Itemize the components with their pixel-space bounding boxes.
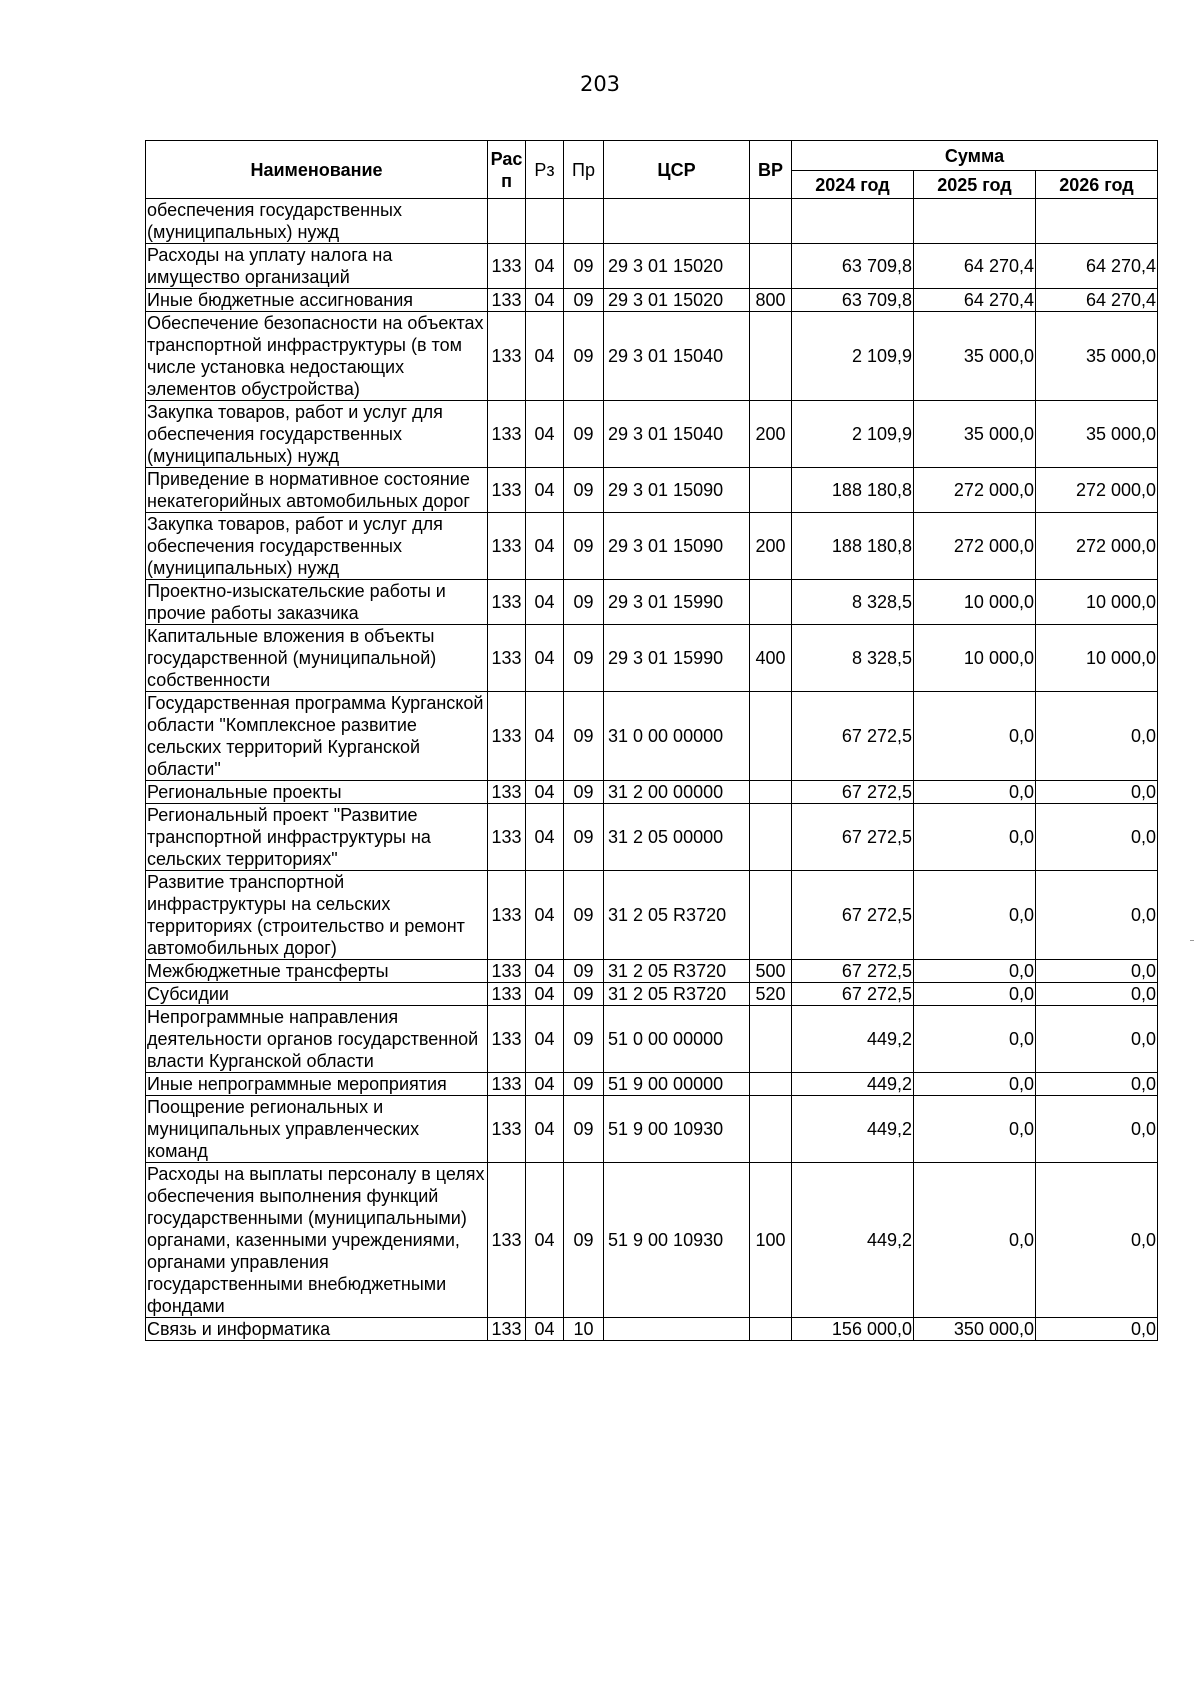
cell-rasp: 133 xyxy=(488,804,526,871)
header-csr: ЦСР xyxy=(604,141,750,199)
cell-y2024: 63 709,8 xyxy=(792,244,914,289)
cell-pr: 09 xyxy=(564,1006,604,1073)
cell-pr: 09 xyxy=(564,960,604,983)
cell-y2024: 156 000,0 xyxy=(792,1318,914,1341)
cell-rz: 04 xyxy=(526,960,564,983)
cell-csr: 51 9 00 00000 xyxy=(604,1073,750,1096)
cell-csr xyxy=(604,1318,750,1341)
cell-name: Связь и информатика xyxy=(146,1318,488,1341)
cell-y2024: 449,2 xyxy=(792,1006,914,1073)
table-row xyxy=(146,1006,1158,1073)
table-row xyxy=(146,625,1158,692)
cell-rasp: 133 xyxy=(488,1318,526,1341)
cell-y2025: 272 000,0 xyxy=(914,468,1036,513)
header-pr: Пр xyxy=(564,141,604,199)
cell-name: Межбюджетные трансферты xyxy=(146,960,488,983)
cell-y2026: 35 000,0 xyxy=(1036,401,1158,468)
table-row xyxy=(146,1096,1158,1163)
cell-rasp: 133 xyxy=(488,781,526,804)
cell-y2025: 0,0 xyxy=(914,1006,1036,1073)
cell-name: Иные бюджетные ассигнования xyxy=(146,289,488,312)
header-2026: 2026 год xyxy=(1036,171,1158,199)
cell-rz: 04 xyxy=(526,804,564,871)
cell-rasp: 133 xyxy=(488,244,526,289)
cell-csr: 29 3 01 15090 xyxy=(604,513,750,580)
cell-y2026: 0,0 xyxy=(1036,871,1158,960)
table-row xyxy=(146,1073,1158,1096)
cell-name: Государственная программа Курганской области "Комплексное развитие сельских территорий Курганской области" xyxy=(146,692,488,781)
header-vr: ВР xyxy=(750,141,792,199)
cell-pr xyxy=(564,199,604,244)
table-row xyxy=(146,468,1158,513)
cell-csr: 31 2 05 R3720 xyxy=(604,960,750,983)
cell-y2026: 0,0 xyxy=(1036,1318,1158,1341)
cell-y2026 xyxy=(1036,199,1158,244)
cell-y2026: 0,0 xyxy=(1036,1096,1158,1163)
cell-y2026: 0,0 xyxy=(1036,781,1158,804)
cell-rasp: 133 xyxy=(488,1006,526,1073)
cell-y2026: 10 000,0 xyxy=(1036,580,1158,625)
cell-rasp: 133 xyxy=(488,1163,526,1318)
table-row xyxy=(146,1163,1158,1318)
header-rz: Рз xyxy=(526,141,564,199)
cell-rz: 04 xyxy=(526,289,564,312)
header-sum: Сумма xyxy=(792,141,1158,171)
cell-name: Приведение в нормативное состояние некатегорийных автомобильных дорог xyxy=(146,468,488,513)
cell-rasp: 133 xyxy=(488,1073,526,1096)
cell-pr: 09 xyxy=(564,871,604,960)
cell-vr: 200 xyxy=(750,401,792,468)
cell-rz: 04 xyxy=(526,513,564,580)
cell-rasp: 133 xyxy=(488,468,526,513)
header-rasp: Рас п xyxy=(488,141,526,199)
cell-csr: 31 2 00 00000 xyxy=(604,781,750,804)
cell-csr: 31 2 05 R3720 xyxy=(604,983,750,1006)
cell-csr: 29 3 01 15990 xyxy=(604,625,750,692)
cell-y2024: 67 272,5 xyxy=(792,871,914,960)
cell-rasp: 133 xyxy=(488,289,526,312)
cell-rz: 04 xyxy=(526,871,564,960)
cell-name: Расходы на уплату налога на имущество организаций xyxy=(146,244,488,289)
cell-y2024: 449,2 xyxy=(792,1073,914,1096)
cell-name: Региональный проект "Развитие транспортной инфраструктуры на сельских территориях" xyxy=(146,804,488,871)
table-row xyxy=(146,871,1158,960)
cell-y2025: 0,0 xyxy=(914,692,1036,781)
cell-y2025: 0,0 xyxy=(914,1163,1036,1318)
cell-pr: 09 xyxy=(564,1096,604,1163)
cell-name: обеспечения государственных (муниципальных) нужд xyxy=(146,199,488,244)
cell-y2026: 10 000,0 xyxy=(1036,625,1158,692)
cell-name: Капитальные вложения в объекты государственной (муниципальной) собственности xyxy=(146,625,488,692)
cell-y2024: 449,2 xyxy=(792,1096,914,1163)
cell-pr: 10 xyxy=(564,1318,604,1341)
cell-y2024: 67 272,5 xyxy=(792,804,914,871)
cell-rasp: 133 xyxy=(488,1096,526,1163)
cell-y2025: 35 000,0 xyxy=(914,312,1036,401)
cell-y2026: 272 000,0 xyxy=(1036,513,1158,580)
cell-y2026: 0,0 xyxy=(1036,1073,1158,1096)
cell-rasp: 133 xyxy=(488,983,526,1006)
cell-rz: 04 xyxy=(526,401,564,468)
cell-rz: 04 xyxy=(526,468,564,513)
cell-rz: 04 xyxy=(526,983,564,1006)
cell-name: Региональные проекты xyxy=(146,781,488,804)
table-row xyxy=(146,401,1158,468)
cell-rasp: 133 xyxy=(488,580,526,625)
cell-y2025 xyxy=(914,199,1036,244)
cell-vr: 400 xyxy=(750,625,792,692)
cell-name: Закупка товаров, работ и услуг для обеспечения государственных (муниципальных) нужд xyxy=(146,513,488,580)
cell-vr: 200 xyxy=(750,513,792,580)
cell-csr: 31 2 05 R3720 xyxy=(604,871,750,960)
cell-y2024: 67 272,5 xyxy=(792,983,914,1006)
cell-vr xyxy=(750,871,792,960)
cell-y2025: 0,0 xyxy=(914,1096,1036,1163)
cell-y2024: 2 109,9 xyxy=(792,312,914,401)
cell-csr: 29 3 01 15040 xyxy=(604,312,750,401)
table-row xyxy=(146,312,1158,401)
cell-name: Непрограммные направления деятельности органов государственной власти Курганской области xyxy=(146,1006,488,1073)
table-row xyxy=(146,289,1158,312)
cell-csr: 51 9 00 10930 xyxy=(604,1163,750,1318)
cell-rz: 04 xyxy=(526,1318,564,1341)
cell-y2026: 35 000,0 xyxy=(1036,312,1158,401)
cell-rasp: 133 xyxy=(488,960,526,983)
cell-y2025: 10 000,0 xyxy=(914,625,1036,692)
cell-name: Закупка товаров, работ и услуг для обеспечения государственных (муниципальных) нужд xyxy=(146,401,488,468)
cell-vr xyxy=(750,1006,792,1073)
table-row xyxy=(146,960,1158,983)
cell-y2025: 0,0 xyxy=(914,960,1036,983)
cell-y2025: 0,0 xyxy=(914,983,1036,1006)
table-row xyxy=(146,804,1158,871)
cell-vr xyxy=(750,199,792,244)
cell-csr: 31 0 00 00000 xyxy=(604,692,750,781)
cell-y2024: 8 328,5 xyxy=(792,580,914,625)
table-row xyxy=(146,199,1158,244)
cell-rasp: 133 xyxy=(488,513,526,580)
cell-pr: 09 xyxy=(564,244,604,289)
cell-y2025: 0,0 xyxy=(914,871,1036,960)
cell-pr: 09 xyxy=(564,625,604,692)
cell-vr xyxy=(750,1318,792,1341)
cell-vr xyxy=(750,692,792,781)
cell-y2026: 64 270,4 xyxy=(1036,244,1158,289)
cell-csr xyxy=(604,199,750,244)
cell-rz: 04 xyxy=(526,1163,564,1318)
cell-y2024: 8 328,5 xyxy=(792,625,914,692)
table-row xyxy=(146,692,1158,781)
cell-rz: 04 xyxy=(526,781,564,804)
cell-pr: 09 xyxy=(564,1073,604,1096)
cell-y2025: 0,0 xyxy=(914,804,1036,871)
cell-rasp: 133 xyxy=(488,871,526,960)
cell-vr xyxy=(750,1096,792,1163)
cell-vr: 800 xyxy=(750,289,792,312)
cell-y2025: 350 000,0 xyxy=(914,1318,1036,1341)
cell-name: Развитие транспортной инфраструктуры на сельских территориях (строительство и ремонт автомобильных дорог) xyxy=(146,871,488,960)
cell-vr: 100 xyxy=(750,1163,792,1318)
cell-y2026: 0,0 xyxy=(1036,1006,1158,1073)
cell-rasp: 133 xyxy=(488,692,526,781)
cell-y2024 xyxy=(792,199,914,244)
cell-y2026: 0,0 xyxy=(1036,1163,1158,1318)
cell-y2026: 0,0 xyxy=(1036,804,1158,871)
cell-rasp xyxy=(488,199,526,244)
cell-name: Поощрение региональных и муниципальных управленческих команд xyxy=(146,1096,488,1163)
cell-y2024: 188 180,8 xyxy=(792,468,914,513)
cell-rasp: 133 xyxy=(488,312,526,401)
cell-y2026: 0,0 xyxy=(1036,960,1158,983)
cell-vr: 520 xyxy=(750,983,792,1006)
cell-name: Субсидии xyxy=(146,983,488,1006)
table-row xyxy=(146,983,1158,1006)
table-row xyxy=(146,781,1158,804)
cell-rz: 04 xyxy=(526,580,564,625)
cell-y2026: 272 000,0 xyxy=(1036,468,1158,513)
cell-pr: 09 xyxy=(564,983,604,1006)
cell-name: Обеспечение безопасности на объектах транспортной инфраструктуры (в том числе установка недостающих элементов обустройства) xyxy=(146,312,488,401)
cell-rz: 04 xyxy=(526,312,564,401)
cell-vr xyxy=(750,804,792,871)
cell-y2025: 35 000,0 xyxy=(914,401,1036,468)
cell-y2024: 67 272,5 xyxy=(792,960,914,983)
cell-pr: 09 xyxy=(564,781,604,804)
scan-mark xyxy=(1190,940,1194,941)
header-name: Наименование xyxy=(146,141,488,199)
page-number: 203 xyxy=(579,72,621,96)
cell-name: Расходы на выплаты персоналу в целях обеспечения выполнения функций государственными (муниципальными) органами, казенными учреждениями, органами управления государственными внебюджетными фондами xyxy=(146,1163,488,1318)
cell-y2024: 67 272,5 xyxy=(792,781,914,804)
cell-pr: 09 xyxy=(564,580,604,625)
cell-rz xyxy=(526,199,564,244)
cell-csr: 51 0 00 00000 xyxy=(604,1006,750,1073)
cell-y2024: 63 709,8 xyxy=(792,289,914,312)
cell-rz: 04 xyxy=(526,625,564,692)
cell-pr: 09 xyxy=(564,312,604,401)
cell-pr: 09 xyxy=(564,804,604,871)
cell-csr: 29 3 01 15090 xyxy=(604,468,750,513)
cell-y2024: 449,2 xyxy=(792,1163,914,1318)
cell-y2025: 64 270,4 xyxy=(914,244,1036,289)
cell-y2025: 272 000,0 xyxy=(914,513,1036,580)
cell-name: Проектно-изыскательские работы и прочие работы заказчика xyxy=(146,580,488,625)
cell-rz: 04 xyxy=(526,1073,564,1096)
cell-rz: 04 xyxy=(526,244,564,289)
table-row xyxy=(146,1318,1158,1341)
header-2025: 2025 год xyxy=(914,171,1036,199)
cell-csr: 29 3 01 15020 xyxy=(604,244,750,289)
cell-pr: 09 xyxy=(564,1163,604,1318)
cell-pr: 09 xyxy=(564,401,604,468)
cell-y2025: 0,0 xyxy=(914,781,1036,804)
table-body xyxy=(146,199,1158,1341)
cell-rz: 04 xyxy=(526,1096,564,1163)
cell-rz: 04 xyxy=(526,1006,564,1073)
cell-pr: 09 xyxy=(564,468,604,513)
cell-vr xyxy=(750,1073,792,1096)
cell-pr: 09 xyxy=(564,513,604,580)
cell-y2024: 67 272,5 xyxy=(792,692,914,781)
table-row xyxy=(146,580,1158,625)
cell-vr xyxy=(750,244,792,289)
cell-y2025: 10 000,0 xyxy=(914,580,1036,625)
table-row xyxy=(146,244,1158,289)
budget-table xyxy=(145,140,1158,1341)
header-2024: 2024 год xyxy=(792,171,914,199)
cell-vr: 500 xyxy=(750,960,792,983)
cell-y2026: 0,0 xyxy=(1036,692,1158,781)
cell-name: Иные непрограммные мероприятия xyxy=(146,1073,488,1096)
cell-pr: 09 xyxy=(564,692,604,781)
cell-vr xyxy=(750,312,792,401)
cell-csr: 51 9 00 10930 xyxy=(604,1096,750,1163)
cell-y2026: 64 270,4 xyxy=(1036,289,1158,312)
table-row xyxy=(146,513,1158,580)
cell-csr: 31 2 05 00000 xyxy=(604,804,750,871)
cell-rasp: 133 xyxy=(488,401,526,468)
cell-rz: 04 xyxy=(526,692,564,781)
cell-csr: 29 3 01 15990 xyxy=(604,580,750,625)
cell-rasp: 133 xyxy=(488,625,526,692)
cell-csr: 29 3 01 15040 xyxy=(604,401,750,468)
cell-y2024: 188 180,8 xyxy=(792,513,914,580)
cell-y2026: 0,0 xyxy=(1036,983,1158,1006)
cell-y2024: 2 109,9 xyxy=(792,401,914,468)
cell-y2025: 0,0 xyxy=(914,1073,1036,1096)
cell-vr xyxy=(750,781,792,804)
cell-y2025: 64 270,4 xyxy=(914,289,1036,312)
table-header xyxy=(146,141,1158,199)
cell-vr xyxy=(750,580,792,625)
cell-pr: 09 xyxy=(564,289,604,312)
cell-vr xyxy=(750,468,792,513)
cell-csr: 29 3 01 15020 xyxy=(604,289,750,312)
